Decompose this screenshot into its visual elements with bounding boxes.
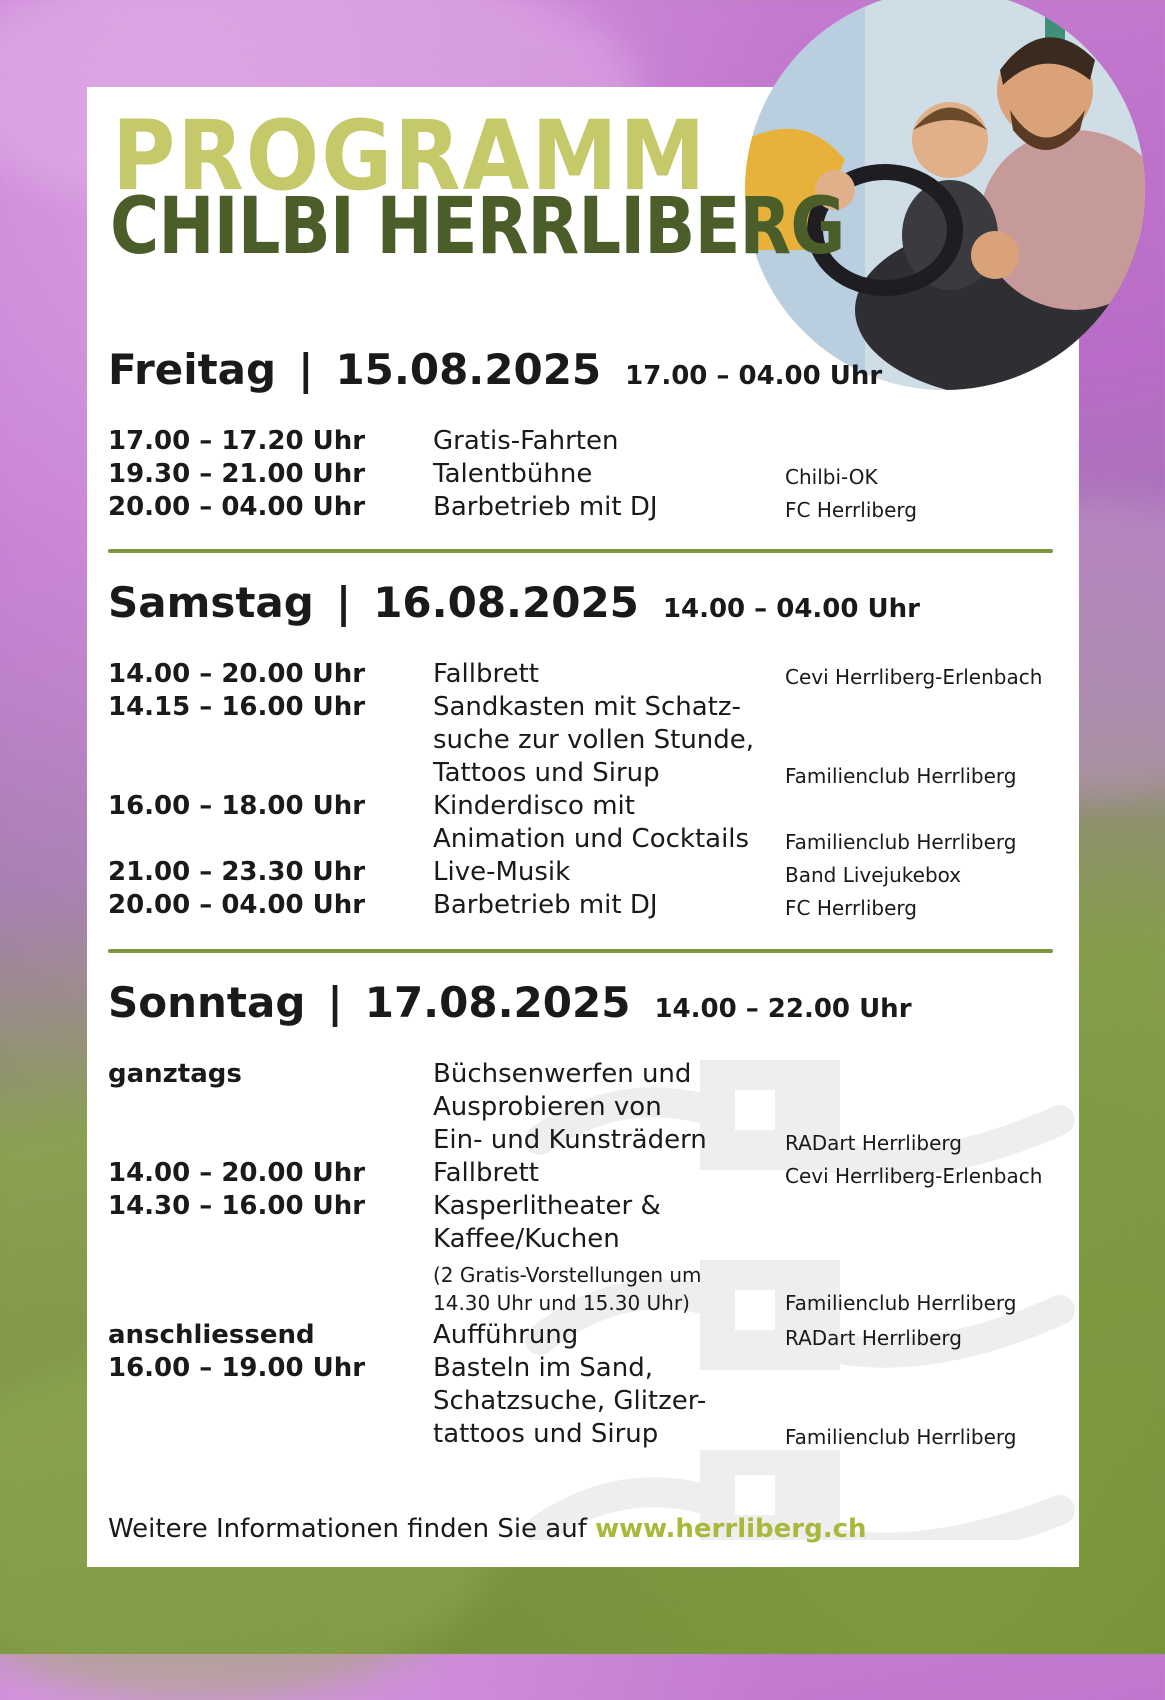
row-activity: Basteln im Sand, [433, 1353, 653, 1383]
schedule-row [108, 824, 1068, 858]
row-activity: suche zur vollen Stunde, [433, 725, 755, 755]
row-activity: Schatzsuche, Glitzer- [433, 1386, 707, 1416]
row-activity: Ausprobieren von [433, 1092, 662, 1122]
day-hours: 17.00 – 04.00 Uhr [625, 361, 883, 391]
schedule-row [108, 1158, 1068, 1192]
schedule-row [108, 758, 1068, 792]
row-organizer: Familienclub Herrliberg [785, 1425, 1017, 1449]
day-hours: 14.00 – 04.00 Uhr [662, 594, 920, 624]
day-date: 15.08.2025 [335, 345, 602, 394]
row-time: 16.00 – 19.00 Uhr [108, 1353, 366, 1383]
title-programm: PROGRAMM [112, 100, 708, 212]
day-date: 17.08.2025 [364, 978, 631, 1027]
schedule-row [108, 1320, 1068, 1354]
row-activity: Barbetrieb mit DJ [433, 890, 658, 920]
schedule-row [108, 890, 1068, 924]
row-organizer: Familienclub Herrliberg [785, 764, 1017, 788]
day-name: Sonntag [108, 978, 306, 1027]
day-heading-samstag [108, 578, 920, 627]
row-time: 19.30 – 21.00 Uhr [108, 459, 366, 489]
row-activity: Kinderdisco mit [433, 791, 635, 821]
footer-text: Weitere Informationen finden Sie auf [108, 1514, 596, 1544]
schedule-row [108, 1353, 1068, 1387]
schedule-row [108, 1386, 1068, 1420]
schedule-row [108, 692, 1068, 726]
row-time: ganztags [108, 1059, 242, 1089]
row-time: 14.30 – 16.00 Uhr [108, 1191, 366, 1221]
schedule-row [108, 1125, 1068, 1159]
row-time: 16.00 – 18.00 Uhr [108, 791, 366, 821]
row-organizer: Chilbi-OK [785, 465, 878, 489]
schedule-row [108, 1092, 1068, 1126]
row-time: 21.00 – 23.30 Uhr [108, 857, 366, 887]
schedule-row [108, 1191, 1068, 1225]
row-activity: Fallbrett [433, 659, 539, 689]
day-date: 16.08.2025 [373, 578, 639, 627]
schedule-row [108, 659, 1068, 693]
row-activity: Tattoos und Sirup [433, 758, 660, 788]
row-activity: Büchsenwerfen und [433, 1059, 692, 1089]
website-link[interactable]: www.herrliberg.ch [595, 1514, 867, 1544]
section-divider [108, 949, 1053, 953]
schedule-row [108, 791, 1068, 825]
schedule-row [108, 426, 1068, 460]
schedule-row [108, 492, 1068, 526]
row-activity: Animation und Cocktails [433, 824, 750, 854]
day-name: Samstag [108, 578, 314, 627]
row-activity: Barbetrieb mit DJ [433, 492, 658, 522]
schedule-row [108, 857, 1068, 891]
row-organizer: Familienclub Herrliberg [785, 830, 1017, 854]
row-activity: Sandkasten mit Schatz- [433, 692, 741, 722]
schedule-row [108, 1419, 1068, 1453]
row-time: 14.15 – 16.00 Uhr [108, 692, 366, 722]
row-organizer: FC Herrliberg [785, 896, 917, 920]
footer-info [108, 1514, 867, 1544]
row-time: 17.00 – 17.20 Uhr [108, 426, 366, 456]
schedule-row [108, 725, 1068, 759]
row-organizer: FC Herrliberg [785, 498, 917, 522]
separator: | [327, 978, 343, 1027]
separator: | [335, 578, 352, 627]
row-activity: tattoos und Sirup [433, 1419, 659, 1449]
row-time: 20.00 – 04.00 Uhr [108, 492, 366, 522]
separator: | [298, 345, 314, 394]
row-organizer: RADart Herrliberg [785, 1131, 962, 1155]
row-time: 14.00 – 20.00 Uhr [108, 1158, 366, 1188]
row-activity: 14.30 Uhr und 15.30 Uhr) [433, 1291, 690, 1315]
row-activity: Kasperlitheater & [433, 1191, 661, 1221]
row-activity: (2 Gratis-Vorstellungen um [433, 1263, 702, 1287]
row-time: 20.00 – 04.00 Uhr [108, 890, 366, 920]
row-organizer: Familienclub Herrliberg [785, 1291, 1017, 1315]
row-time: 14.00 – 20.00 Uhr [108, 659, 366, 689]
day-heading-sonntag [108, 978, 912, 1027]
schedule-row [108, 1224, 1068, 1258]
row-organizer: Cevi Herrliberg-Erlenbach [785, 665, 1043, 689]
row-activity: Talentbühne [433, 459, 593, 489]
schedule-row [108, 1059, 1068, 1093]
row-organizer: Cevi Herrliberg-Erlenbach [785, 1164, 1043, 1188]
row-organizer: Band Livejukebox [785, 863, 962, 887]
row-time: anschliessend [108, 1320, 315, 1350]
day-name: Freitag [108, 345, 277, 394]
row-activity: Fallbrett [433, 1158, 539, 1188]
row-activity: Kaffee/Kuchen [433, 1224, 620, 1254]
row-activity: Live-Musik [433, 857, 571, 887]
schedule-row [108, 459, 1068, 493]
row-organizer: RADart Herrliberg [785, 1326, 962, 1350]
title-chilbi-herrliberg: CHILBI HERRLIBERG [110, 182, 845, 272]
section-divider [108, 549, 1053, 553]
row-activity: Aufführung [433, 1320, 579, 1350]
row-activity: Gratis-Fahrten [433, 426, 619, 456]
day-hours: 14.00 – 22.00 Uhr [654, 994, 912, 1024]
row-activity: Ein- und Kunsträdern [433, 1125, 707, 1155]
day-heading-freitag [108, 345, 882, 394]
